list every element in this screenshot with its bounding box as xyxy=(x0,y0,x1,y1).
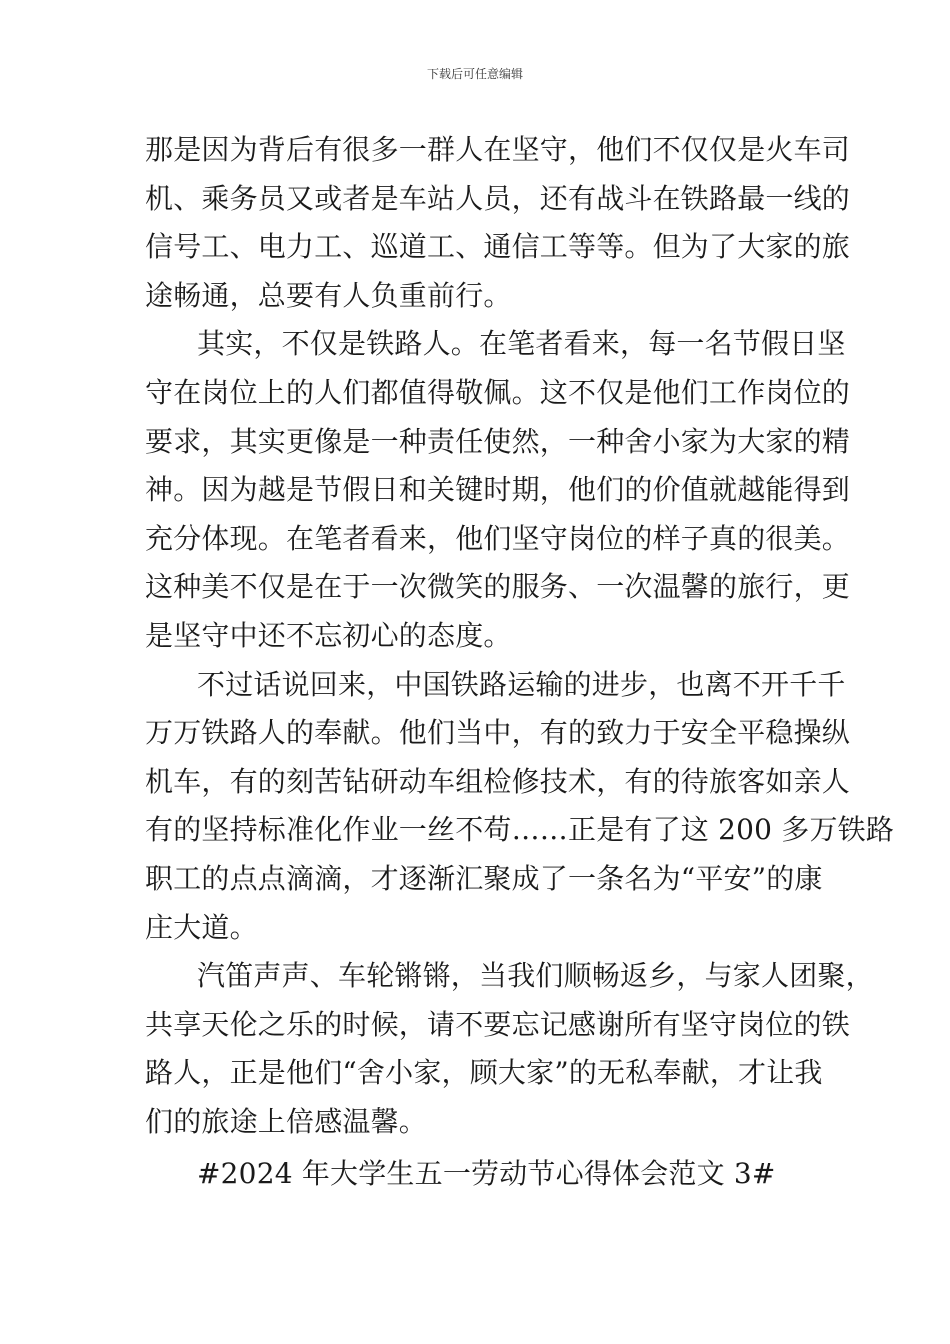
text-line: 是坚守中还不忘初心的态度。 xyxy=(145,618,512,652)
document-body xyxy=(145,126,895,1199)
paragraph-2 xyxy=(145,320,851,660)
text-line: 机、乘务员又或者是车站人员，还有战斗在铁路最一线的 xyxy=(145,181,851,215)
text-line: 神。因为越是节假日和关键时期，他们的价值就越能得到 xyxy=(145,473,851,507)
text-line: 万万铁路人的奉献。他们当中，有的致力于安全平稳操纵 xyxy=(145,716,851,750)
text-line: 路人，正是他们“舍小家，顾大家”的无私奉献，才让我 xyxy=(145,1056,823,1090)
text-line: 庄大道。 xyxy=(145,910,258,944)
paragraph-1 xyxy=(145,126,851,320)
text-line: 途畅通，总要有人负重前行。 xyxy=(145,278,512,312)
text-line: 这种美不仅是在于一次微笑的服务、一次温馨的旅行，更 xyxy=(145,570,851,604)
paragraph-4 xyxy=(145,952,874,1146)
text-line: 机车，有的刻苦钻研动车组检修技术，有的待旅客如亲人 xyxy=(145,764,851,798)
text-line: 守在岗位上的人们都值得敬佩。这不仅是他们工作岗位的 xyxy=(145,375,851,409)
page-header: 下载后可任意编辑 xyxy=(426,67,523,81)
text-line: 共享天伦之乐的时候，请不要忘记感谢所有坚守岗位的铁 xyxy=(145,1007,851,1041)
text-line: 其实，不仅是铁路人。在笔者看来，每一名节假日坚 xyxy=(197,327,846,361)
text-line: 信号工、电力工、巡道工、通信工等等。但为了大家的旅 xyxy=(145,230,851,264)
text-line: 充分体现。在笔者看来，他们坚守岗位的样子真的很美。 xyxy=(145,521,851,555)
text-line: 那是因为背后有很多一群人在坚守，他们不仅仅是火车司 xyxy=(145,133,851,166)
text-line: 要求，其实更像是一种责任使然，一种舍小家为大家的精 xyxy=(145,424,851,458)
text-line: 有的坚持标准化作业一丝不苟……正是有了这 200 多万铁路 xyxy=(145,813,895,847)
text-line: 不过话说回来，中国铁路运输的进步，也离不开千千 xyxy=(197,667,846,701)
section-heading: #2024 年大学生五一劳动节心得体会范文 3# xyxy=(197,1157,776,1191)
text-line: 汽笛声声、车轮锵锵，当我们顺畅返乡，与家人团聚， xyxy=(197,959,874,993)
text-line: 们的旅途上倍感温馨。 xyxy=(145,1104,428,1138)
text-line: 职工的点点滴滴，才逐渐汇聚成了一条名为“平安”的康 xyxy=(145,861,823,895)
paragraph-3 xyxy=(145,661,895,953)
